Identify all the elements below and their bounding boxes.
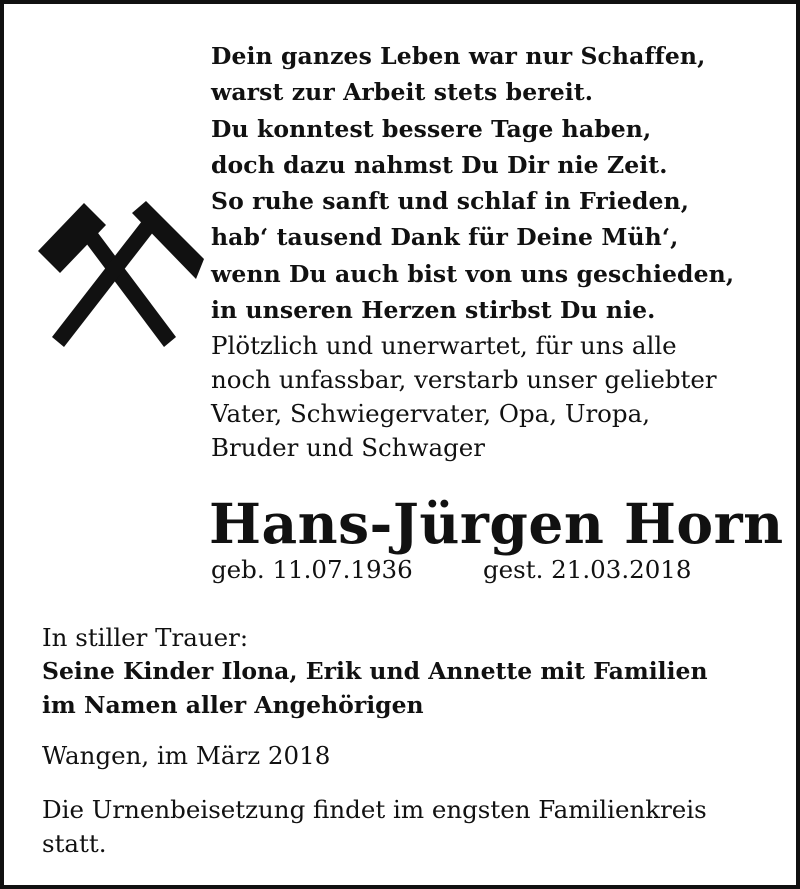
poem-line: wenn Du auch bist von uns geschieden, <box>211 259 735 288</box>
poem-line: Du konntest bessere Tage haben, <box>211 114 652 143</box>
poem-line: in unseren Herzen stirbst Du nie. <box>211 296 656 325</box>
death-date: gest. 21.03.2018 <box>483 555 692 584</box>
deceased-name: Hans-Jürgen Horn <box>209 491 784 556</box>
hammer-and-pick-icon <box>34 199 206 355</box>
poem <box>211 38 734 328</box>
burial-notice <box>42 793 782 861</box>
mourners-line: Seine Kinder Ilona, Erik und Annette mit Familien <box>42 657 708 685</box>
poem-line: Dein ganzes Leben war nur Schaffen, <box>211 42 706 70</box>
poem-line: doch dazu nahmst Du Dir nie Zeit. <box>211 150 668 179</box>
intro-line: Bruder und Schwager <box>211 433 485 462</box>
notice-line: Die Urnenbeisetzung findet im engsten Familienkreis <box>42 795 707 824</box>
poem-line: warst zur Arbeit stets bereit. <box>211 78 594 107</box>
intro-text <box>211 329 717 465</box>
mourners-line: im Namen aller Angehörigen <box>42 691 424 719</box>
life-dates <box>211 553 692 587</box>
place-date: Wangen, im März 2018 <box>42 741 331 770</box>
intro-line: Vater, Schwiegervater, Opa, Uropa, <box>211 399 651 428</box>
notice-line: statt. <box>42 829 107 858</box>
poem-line: So ruhe sanft und schlaf in Frieden, <box>211 187 690 216</box>
intro-line: noch unfassbar, verstarb unser geliebter <box>211 365 717 394</box>
intro-line: Plötzlich und unerwartet, für uns alle <box>211 331 677 360</box>
mourning-label: In stiller Trauer: <box>42 623 249 652</box>
birth-date: geb. 11.07.1936 <box>211 555 413 584</box>
poem-line: hab‘ tausend Dank für Deine Müh‘, <box>211 223 679 252</box>
mourners <box>42 654 708 722</box>
